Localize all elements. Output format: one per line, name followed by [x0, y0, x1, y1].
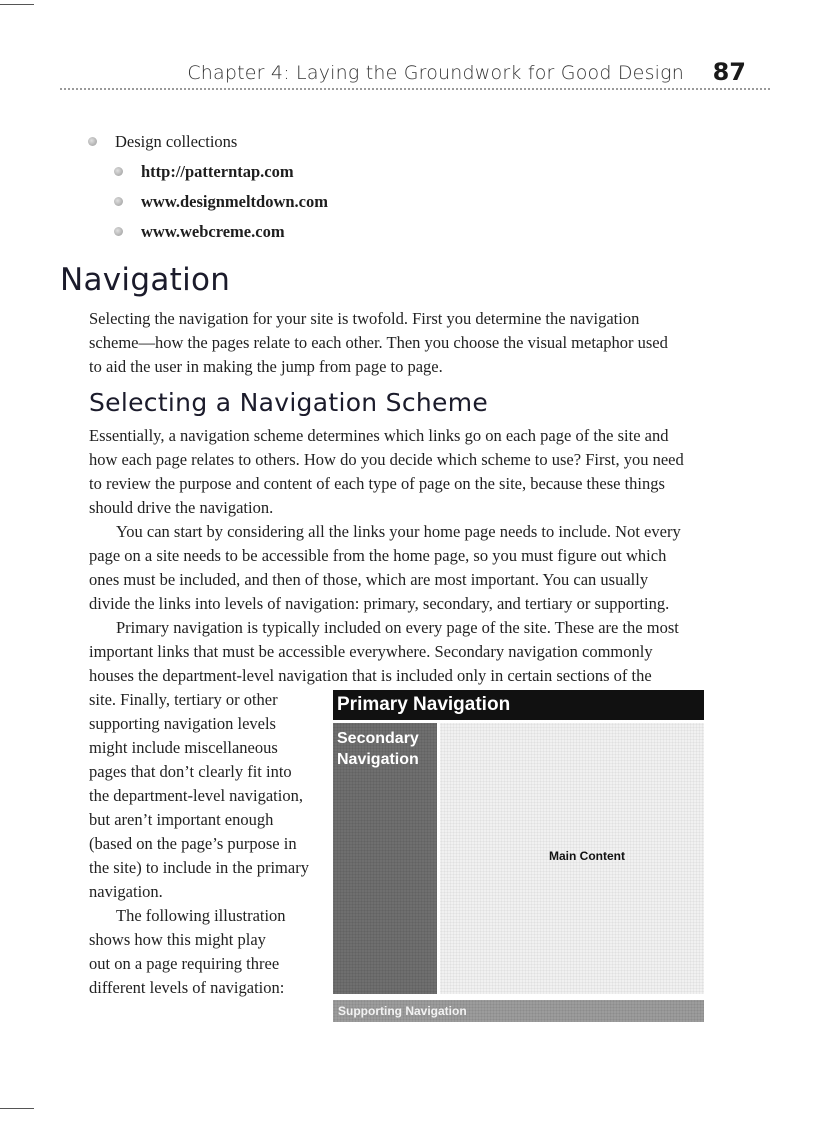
- text-line: ones must be included, and then of those, which are most important. You can usually: [89, 570, 649, 589]
- secondary-label-line: Navigation: [337, 751, 419, 768]
- text-line: to aid the user in making the jump from page to page.: [89, 357, 443, 376]
- running-head: [60, 52, 770, 90]
- text-line: page on a site needs to be accessible from the home page, so you must figure out which: [89, 546, 667, 565]
- link-designmeltdown: www.designmeltdown.com: [141, 192, 329, 211]
- link-patterntap: http://patterntap.com: [141, 162, 294, 181]
- intro-paragraph: [89, 307, 668, 379]
- main-content-label: Main Content: [549, 849, 625, 863]
- text-line: to review the purpose and content of each type of page on the site, because these things: [89, 474, 665, 493]
- text-line: should drive the navigation.: [89, 498, 274, 517]
- text-line: (based on the page’s purpose in: [89, 834, 297, 853]
- text-line: might include miscellaneous: [89, 738, 278, 757]
- text-line: supporting navigation levels: [89, 714, 276, 733]
- link-webcreme: www.webcreme.com: [141, 222, 285, 241]
- bullet-icon: [114, 197, 123, 206]
- primary-navigation-block: Primary Navigation: [333, 690, 704, 720]
- text-line: divide the links into levels of navigation: primary, secondary, and tertiary or supporting.: [89, 594, 670, 613]
- text-line: pages that don’t clearly fit into: [89, 762, 292, 781]
- text-line: important links that must be accessible everywhere. Secondary navigation commonly: [89, 642, 653, 661]
- supporting-navigation-block: Supporting Navigation: [333, 1000, 704, 1022]
- list-item-label: Design collections: [115, 132, 238, 151]
- paragraph-1: [89, 424, 684, 520]
- paragraph-2: [89, 520, 681, 616]
- text-line: different levels of navigation:: [89, 978, 285, 997]
- crop-mark-bottom-left: [0, 1108, 34, 1109]
- text-line: navigation.: [89, 882, 163, 901]
- text-line: out on a page requiring three: [89, 954, 280, 973]
- main-content-block: [440, 723, 704, 994]
- text-line: You can start by considering all the links your home page needs to include. Not every: [116, 522, 681, 541]
- secondary-label-line: Secondary: [337, 730, 419, 747]
- chapter-title: Chapter 4: Laying the Groundwork for Good Design: [187, 62, 684, 84]
- text-line: the department-level navigation,: [89, 786, 303, 805]
- paragraph-4: [89, 904, 286, 1000]
- crop-mark-top-left: [0, 4, 34, 5]
- text-line: Primary navigation is typically included on every page of the site. These are the most: [116, 618, 679, 637]
- navigation-levels-figure: [333, 690, 704, 1022]
- bullet-icon: [114, 167, 123, 176]
- secondary-navigation-block: [333, 723, 437, 994]
- text-line: scheme—how the pages relate to each other. Then you choose the visual metaphor used: [89, 333, 668, 352]
- page-number: 87: [712, 58, 746, 86]
- list-item: [86, 190, 328, 213]
- design-collections-list: [86, 130, 328, 243]
- text-line: but aren’t important enough: [89, 810, 274, 829]
- list-item: [86, 160, 328, 183]
- text-line: houses the department-level navigation that is included only in certain sections of the: [89, 666, 652, 685]
- list-item: [86, 130, 328, 153]
- bullet-icon: [114, 227, 123, 236]
- text-line: shows how this might play: [89, 930, 266, 949]
- text-line: Selecting the navigation for your site is twofold. First you determine the navigation: [89, 309, 640, 328]
- text-line: how each page relates to others. How do you decide which scheme to use? First, you need: [89, 450, 684, 469]
- list-item: [86, 220, 328, 243]
- text-line: site. Finally, tertiary or other: [89, 690, 278, 709]
- text-line: the site) to include in the primary: [89, 858, 309, 877]
- bullet-icon: [88, 137, 97, 146]
- section-heading: Navigation: [60, 262, 231, 298]
- subsection-heading: Selecting a Navigation Scheme: [89, 388, 489, 417]
- text-line: The following illustration: [116, 906, 286, 925]
- text-line: Essentially, a navigation scheme determines which links go on each page of the site and: [89, 426, 669, 445]
